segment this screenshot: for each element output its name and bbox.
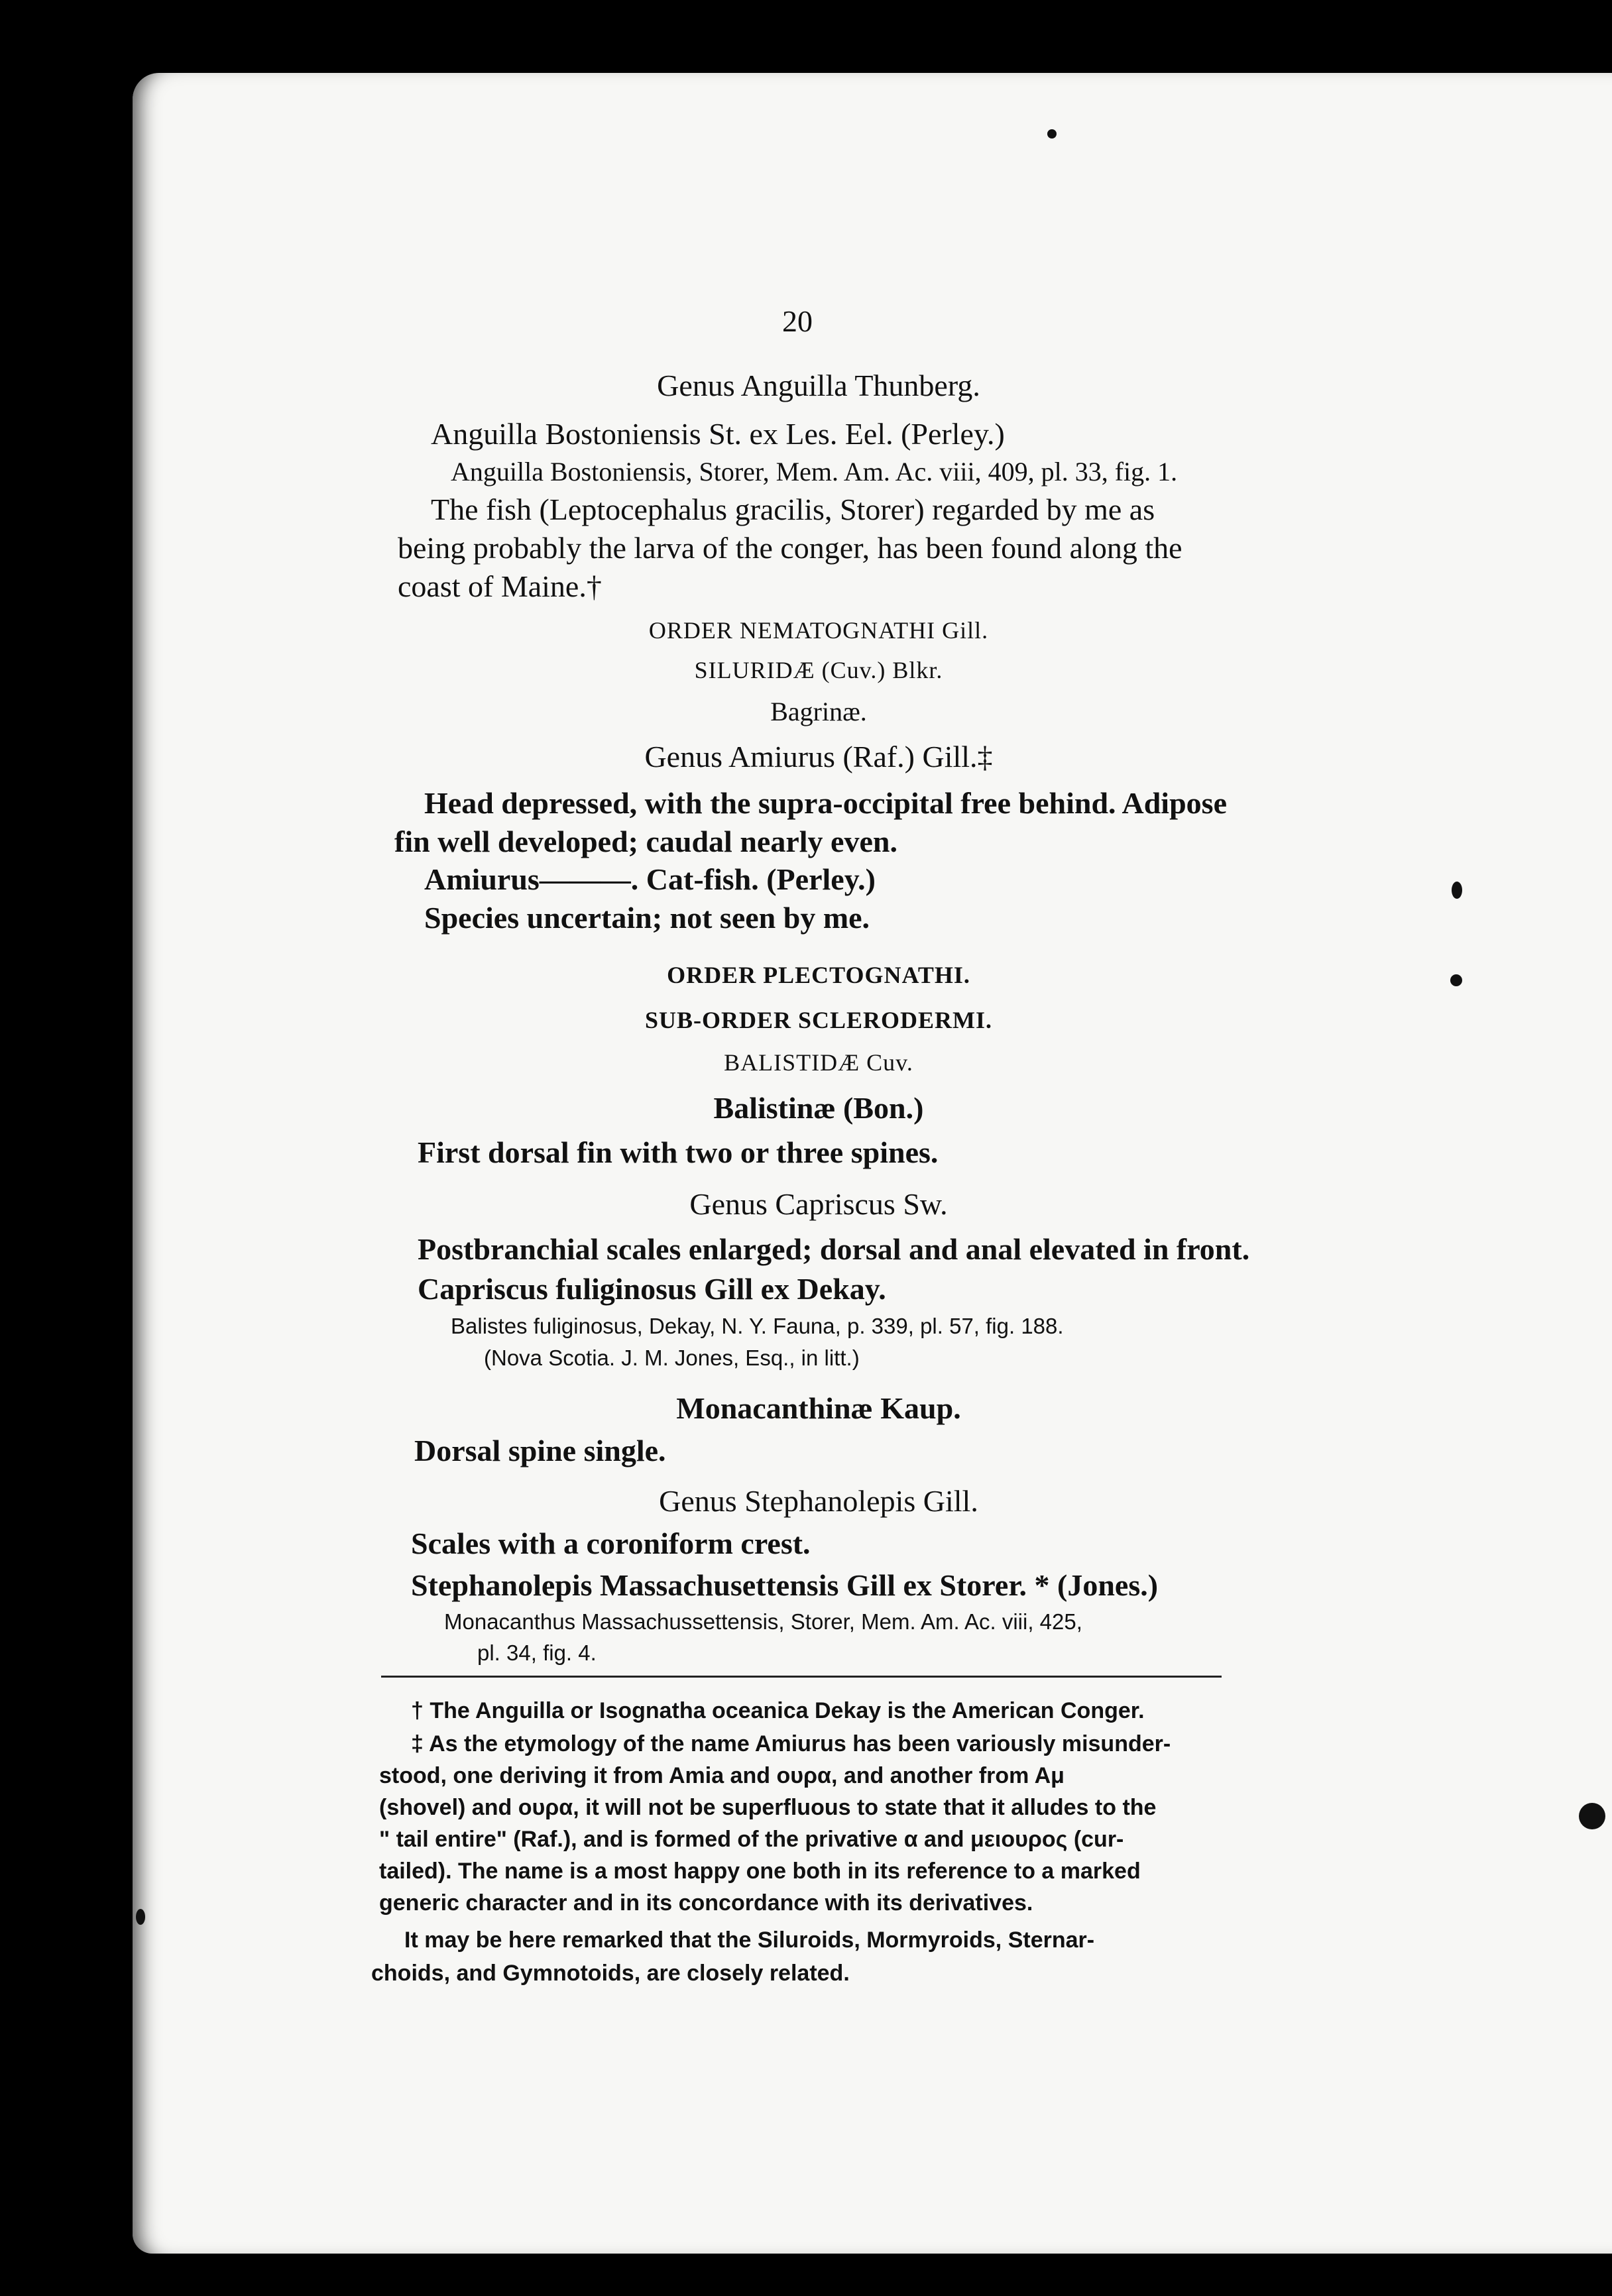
anguilla-citation: Anguilla Bostoniensis, Storer, Mem. Am. Ac. viii, 409, pl. 33, fig. 1. <box>451 457 1178 487</box>
footnote-double-dagger-line-5: tailed). The name is a most happy one both in its reference to a marked <box>379 1859 1141 1884</box>
footnote-double-dagger-line-6: generic character and in its concordance with its derivatives. <box>379 1890 1033 1916</box>
amiurus-description-line-2: fin well developed; caudal nearly even. <box>394 825 897 858</box>
ink-speck <box>1450 974 1462 986</box>
ink-speck <box>136 1909 145 1925</box>
genus-stephanolepis-heading: Genus Stephanolepis Gill. <box>659 1484 978 1518</box>
monacanthinae-description: Dorsal spine single. <box>414 1434 666 1467</box>
ink-speck <box>1047 129 1057 139</box>
footnote-double-dagger-line-2: stood, one deriving it from Amia and ουρα, and another from Aμ <box>379 1763 1065 1788</box>
capriscus-description: Postbranchial scales enlarged; dorsal and anal elevated in front. <box>418 1232 1250 1266</box>
capriscus-species-line: Capriscus fuliginosus Gill ex Dekay. <box>418 1272 886 1306</box>
suborder-sclerodermi-heading: SUB-ORDER SCLERODERMI. <box>644 1007 993 1033</box>
anguilla-text-line-1: The fish (Leptocephalus gracilis, Storer) regarded by me as <box>431 492 1155 526</box>
balistidae-heading: BALISTIDÆ Cuv. <box>724 1049 913 1076</box>
anguilla-text-line-2: being probably the larva of the conger, has been found along the <box>398 531 1182 565</box>
anguilla-text-line-3: coast of Maine.† <box>398 569 602 603</box>
footnote-double-dagger-line-1: ‡ As the etymology of the name Amiurus has been variously misunder- <box>411 1731 1171 1756</box>
amiurus-description-line-1: Head depressed, with the supra-occipital free behind. Adipose <box>424 786 1227 820</box>
ink-speck <box>1452 882 1462 899</box>
anguilla-species-line: Anguilla Bostoniensis St. ex Les. Eel. (Perley.) <box>431 417 1005 451</box>
footnote-dagger: † The Anguilla or Isognatha oceanica Dekay is the American Conger. <box>411 1698 1145 1723</box>
balistinae-heading: Balistinæ (Bon.) <box>713 1091 924 1125</box>
page-number: 20 <box>782 304 813 338</box>
monacanthinae-heading: Monacanthinæ Kaup. <box>676 1391 961 1425</box>
stephanolepis-species-line: Stephanolepis Massachusettensis Gill ex Storer. * (Jones.) <box>411 1568 1159 1602</box>
balistinae-description: First dorsal fin with two or three spines. <box>418 1135 939 1169</box>
capriscus-citation-line-1: Balistes fuliginosus, Dekay, N. Y. Fauna, p. 339, pl. 57, fig. 188. <box>451 1314 1064 1338</box>
footnote-double-dagger-line-3: (shovel) and ουρα, it will not be superfluous to state that it alludes to the <box>379 1795 1157 1820</box>
capriscus-citation-line-2: (Nova Scotia. J. M. Jones, Esq., in litt.) <box>484 1346 860 1370</box>
amiurus-species-line: Amiurus———. Cat-fish. (Perley.) <box>424 862 876 896</box>
footnote-double-dagger-line-4: " tail entire" (Raf.), and is formed of the privative α and μειουρος (cur- <box>379 1827 1124 1852</box>
genus-anguilla-heading: Genus Anguilla Thunberg. <box>657 369 980 402</box>
ink-speck <box>1579 1803 1605 1829</box>
footnote-separator <box>381 1676 1222 1678</box>
bagrinae-heading: Bagrinæ. <box>770 697 867 726</box>
genus-amiurus-heading: Genus Amiurus (Raf.) Gill.‡ <box>644 740 993 774</box>
order-nematognathi-heading: ORDER NEMATOGNATHI Gill. <box>648 617 989 644</box>
order-plectognathi-heading: ORDER PLECTOGNATHI. <box>667 962 970 988</box>
footnote-remark-line-1: It may be here remarked that the Siluroids, Mormyroids, Sternar- <box>404 1927 1095 1953</box>
amiurus-note: Species uncertain; not seen by me. <box>424 901 870 935</box>
genus-capriscus-heading: Genus Capriscus Sw. <box>689 1187 948 1221</box>
footnote-remark-line-2: choids, and Gymnotoids, are closely related. <box>371 1961 850 1986</box>
stephanolepis-citation-line-1: Monacanthus Massachussettensis, Storer, Mem. Am. Ac. viii, 425, <box>444 1609 1082 1634</box>
siluridae-heading: SILURIDÆ (Cuv.) Blkr. <box>694 657 943 683</box>
stephanolepis-description: Scales with a coroniform crest. <box>411 1526 811 1560</box>
stephanolepis-citation-line-2: pl. 34, fig. 4. <box>477 1640 597 1665</box>
